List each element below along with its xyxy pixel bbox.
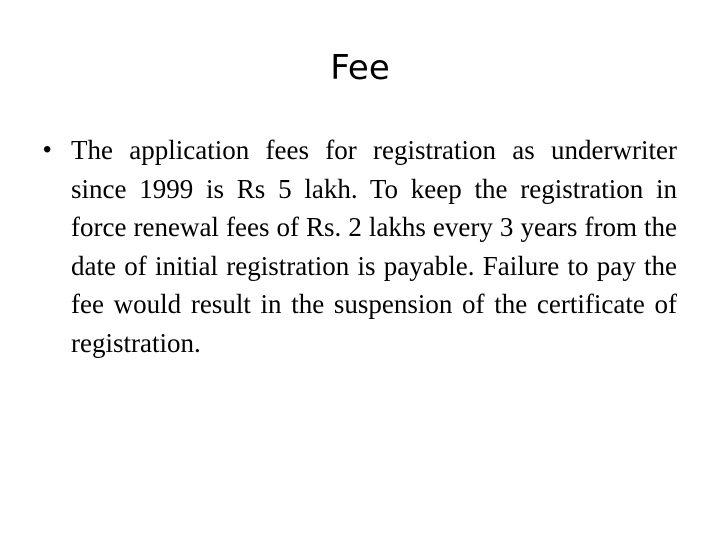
bullet-text: The application fees for registration as underwriter since 1999 is Rs 5 lakh. To keep the registration in force renewal fees of Rs. 2 lakhs every 3 years from the date of initial registration is payable. Failure to pay the fee would result in the suspension of the certificate of registration. [71, 135, 677, 358]
bullet-marker: • [43, 136, 52, 163]
slide-title: Fee [330, 48, 390, 88]
bullet-item [43, 131, 679, 362]
